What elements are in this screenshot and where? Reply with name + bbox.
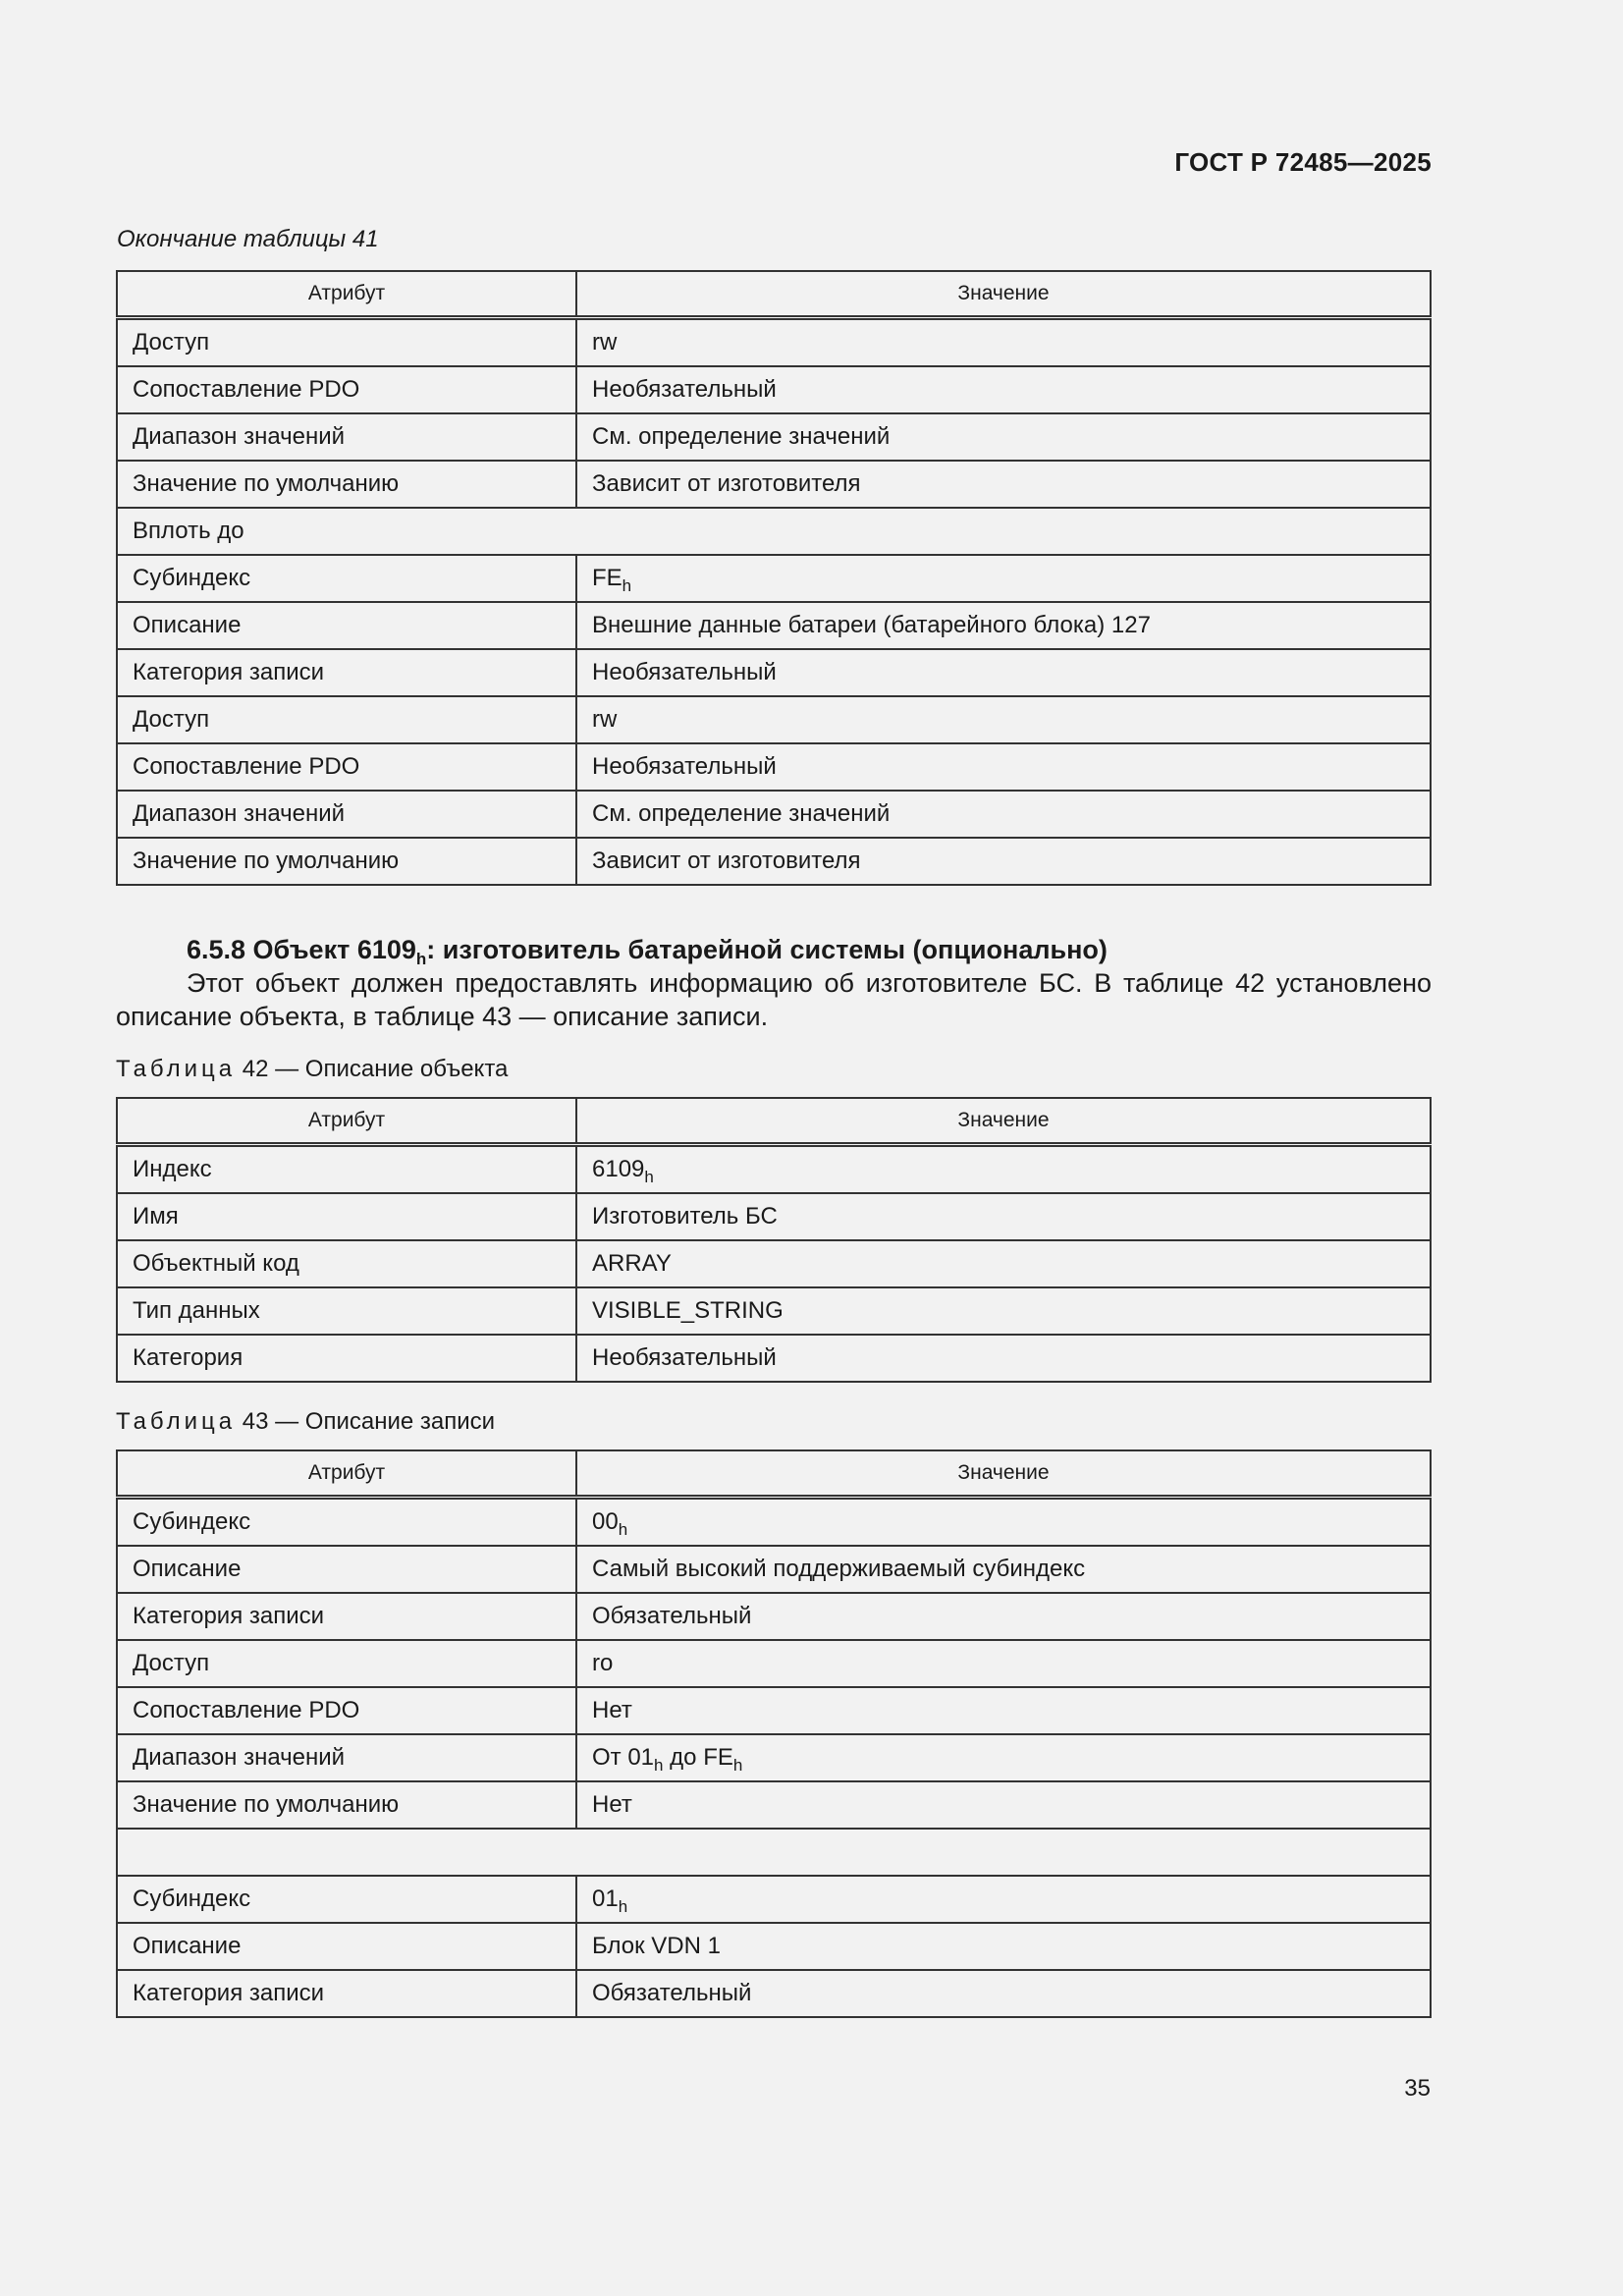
table-row	[117, 318, 1431, 367]
attribute-cell: Объектный код	[117, 1240, 576, 1287]
table-header-row	[117, 271, 1431, 318]
value-text: Внешние данные батареи (батарейного блока) 127	[592, 612, 1151, 638]
value-cell	[576, 1335, 1431, 1382]
document-id: ГОСТ Р 72485—2025	[1174, 147, 1432, 177]
value-text-2: до FE	[663, 1744, 733, 1771]
table-row	[117, 1876, 1431, 1923]
value-text: См. определение значений	[592, 800, 891, 827]
table-row	[117, 1640, 1431, 1687]
value-cell	[576, 1687, 1431, 1734]
section-body: Этот объект должен предоставлять информацию об изготовителе БС. В таблице 42 установлено описание объекта, в таблице 43 — описание записи.	[116, 968, 1432, 1031]
table-row	[117, 1734, 1431, 1781]
table-42-caption	[116, 1056, 508, 1083]
value-text: Нет	[592, 1697, 632, 1723]
value-cell	[576, 743, 1431, 791]
attribute-cell: Значение по умолчанию	[117, 1781, 576, 1829]
table-row	[117, 838, 1431, 885]
table-row	[117, 461, 1431, 508]
attribute-cell: Сопоставление PDO	[117, 1687, 576, 1734]
attribute-cell: Категория записи	[117, 1593, 576, 1640]
value-cell	[576, 1970, 1431, 2017]
heading-subscript: h	[415, 950, 427, 968]
caption-text: 42 — Описание объекта	[236, 1056, 509, 1082]
value-cell	[576, 318, 1431, 367]
table-row	[117, 1593, 1431, 1640]
value-text: 01	[592, 1886, 619, 1912]
value-text: Изготовитель БС	[592, 1203, 778, 1230]
caption-word: Таблица	[116, 1056, 237, 1082]
attribute-cell: Категория записи	[117, 649, 576, 696]
value-subscript: h	[654, 1756, 664, 1775]
value-text: Нет	[592, 1791, 632, 1818]
table-row	[117, 1498, 1431, 1547]
spanning-cell	[117, 1829, 1431, 1876]
value-text: Блок VDN 1	[592, 1933, 721, 1959]
attribute-cell: Доступ	[117, 1640, 576, 1687]
caption-text: 43 — Описание записи	[236, 1408, 496, 1435]
table-row	[117, 1193, 1431, 1240]
value-cell	[576, 1546, 1431, 1593]
value-text: Необязательный	[592, 376, 777, 403]
value-cell	[576, 555, 1431, 602]
value-cell	[576, 649, 1431, 696]
section-6-5-8	[116, 933, 1432, 1033]
table-header-row	[117, 1450, 1431, 1498]
table-row	[117, 791, 1431, 838]
table-row	[117, 743, 1431, 791]
attribute-cell: Сопоставление PDO	[117, 366, 576, 413]
table-row	[117, 1781, 1431, 1829]
value-cell	[576, 461, 1431, 508]
heading-text: 6.5.8 Объект 6109	[187, 935, 416, 964]
value-cell	[576, 1734, 1431, 1781]
value-cell	[576, 1145, 1431, 1194]
table-row	[117, 602, 1431, 649]
value-subscript: h	[618, 1520, 628, 1539]
attribute-cell: Имя	[117, 1193, 576, 1240]
table-row	[117, 413, 1431, 461]
value-text: См. определение значений	[592, 423, 891, 450]
value-text: rw	[592, 329, 618, 355]
attribute-cell: Доступ	[117, 696, 576, 743]
value-text: Необязательный	[592, 753, 777, 780]
value-subscript: h	[622, 576, 632, 595]
value-subscript-2: h	[732, 1756, 743, 1775]
column-header-attribute: Атрибут	[117, 1098, 576, 1145]
attribute-cell: Значение по умолчанию	[117, 461, 576, 508]
spanning-cell: Вплоть до	[117, 508, 1431, 555]
attribute-cell: Диапазон значений	[117, 413, 576, 461]
value-cell	[576, 838, 1431, 885]
value-text: От 01	[592, 1744, 655, 1771]
attribute-cell: Описание	[117, 602, 576, 649]
table-row	[117, 1335, 1431, 1382]
value-cell	[576, 1876, 1431, 1923]
value-text: VISIBLE_STRING	[592, 1297, 784, 1324]
table-header-row	[117, 1098, 1431, 1145]
value-cell	[576, 366, 1431, 413]
value-text: FE	[592, 565, 622, 591]
table-row	[117, 1829, 1431, 1876]
table-43-caption	[116, 1408, 495, 1436]
table-row	[117, 555, 1431, 602]
table-row	[117, 1687, 1431, 1734]
attribute-cell: Категория записи	[117, 1970, 576, 2017]
value-text: Зависит от изготовителя	[592, 470, 861, 497]
column-header-value: Значение	[576, 1098, 1431, 1145]
value-cell	[576, 1593, 1431, 1640]
caption-word: Таблица	[116, 1408, 237, 1435]
table-row	[117, 1970, 1431, 2017]
value-cell	[576, 1193, 1431, 1240]
attribute-cell: Описание	[117, 1546, 576, 1593]
table-row	[117, 1287, 1431, 1335]
value-cell	[576, 413, 1431, 461]
table-41	[116, 270, 1432, 886]
attribute-cell: Субиндекс	[117, 555, 576, 602]
section-heading	[116, 933, 1432, 966]
heading-text-rest: : изготовитель батарейной системы (опционально)	[426, 935, 1108, 964]
table-row	[117, 1923, 1431, 1970]
value-cell	[576, 1287, 1431, 1335]
attribute-cell: Субиндекс	[117, 1876, 576, 1923]
value-cell	[576, 696, 1431, 743]
attribute-cell: Значение по умолчанию	[117, 838, 576, 885]
value-text: ARRAY	[592, 1250, 672, 1277]
value-text: Обязательный	[592, 1603, 752, 1629]
column-header-attribute: Атрибут	[117, 271, 576, 318]
value-text: 00	[592, 1508, 619, 1535]
value-text: Необязательный	[592, 659, 777, 685]
table-row	[117, 696, 1431, 743]
value-text: 6109	[592, 1156, 645, 1182]
value-text: Зависит от изготовителя	[592, 847, 861, 874]
table-row	[117, 366, 1431, 413]
column-header-value: Значение	[576, 1450, 1431, 1498]
column-header-attribute: Атрибут	[117, 1450, 576, 1498]
attribute-cell: Категория	[117, 1335, 576, 1382]
attribute-cell: Индекс	[117, 1145, 576, 1194]
value-cell	[576, 1923, 1431, 1970]
table-43	[116, 1449, 1432, 2018]
value-text: rw	[592, 706, 618, 733]
attribute-cell: Субиндекс	[117, 1498, 576, 1547]
attribute-cell: Описание	[117, 1923, 576, 1970]
value-subscript: h	[644, 1168, 654, 1186]
table-row	[117, 649, 1431, 696]
value-cell	[576, 791, 1431, 838]
table-42	[116, 1097, 1432, 1383]
value-text: Необязательный	[592, 1344, 777, 1371]
value-cell	[576, 1781, 1431, 1829]
value-subscript: h	[618, 1897, 628, 1916]
attribute-cell: Диапазон значений	[117, 791, 576, 838]
table-row	[117, 508, 1431, 555]
table-row	[117, 1145, 1431, 1194]
column-header-value: Значение	[576, 271, 1431, 318]
value-text: Обязательный	[592, 1980, 752, 2006]
table-row	[117, 1546, 1431, 1593]
value-text: ro	[592, 1650, 614, 1676]
attribute-cell: Тип данных	[117, 1287, 576, 1335]
value-text: Самый высокий поддерживаемый субиндекс	[592, 1556, 1086, 1582]
page-number: 35	[1404, 2075, 1431, 2102]
attribute-cell: Сопоставление PDO	[117, 743, 576, 791]
value-cell	[576, 602, 1431, 649]
table-row	[117, 1240, 1431, 1287]
value-cell	[576, 1498, 1431, 1547]
value-cell	[576, 1640, 1431, 1687]
table-41-caption: Окончание таблицы 41	[117, 226, 379, 252]
value-cell	[576, 1240, 1431, 1287]
attribute-cell: Доступ	[117, 318, 576, 367]
attribute-cell: Диапазон значений	[117, 1734, 576, 1781]
